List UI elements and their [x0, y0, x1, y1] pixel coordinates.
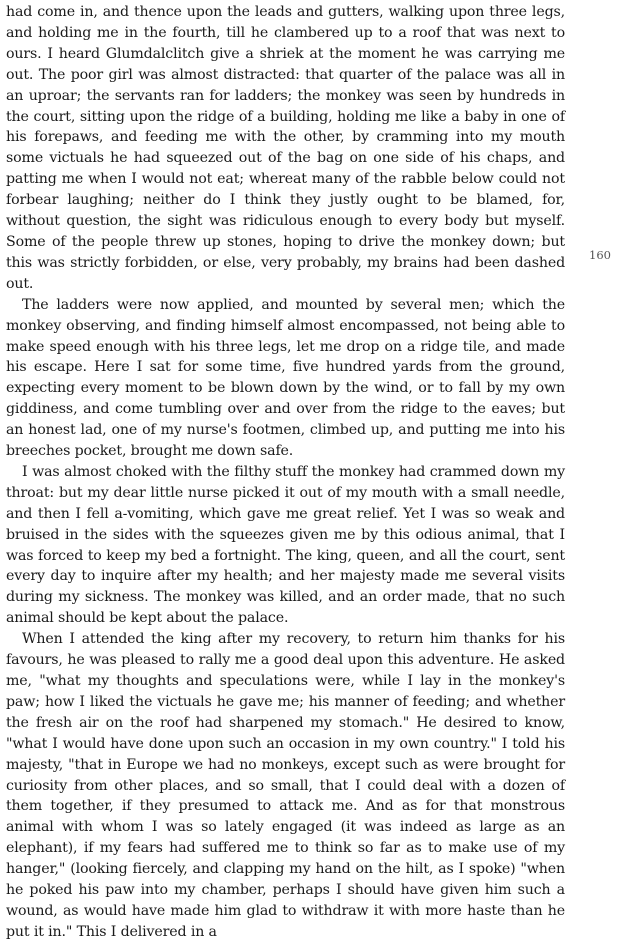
- paragraph-choked: I was almost choked with the filthy stuff the monkey had crammed down my throat: but my dear little nurse picked it out of my mouth with a small needle, and then I fell a-vomiting, which gave me great relief. Yet I was so weak and bruised in the sides with the squeezes given me by this odious animal, that I was forced to keep my bed a fortnight. The king, queen, and all the court, sent every day to inquire after my health; and her majesty made me several visits during my sickness. The monkey was killed, and an order made, that no such animal should be kept about the palace.: [6, 463, 565, 627]
- page-number: 160: [589, 248, 611, 262]
- paragraph-king-audience: When I attended the king after my recovery, to return him thanks for his favours, he was pleased to rally me a good deal upon this adventure. He asked me, "what my thoughts and speculations were, while I lay in the monkey's paw; how I liked the victuals he gave me; his manner of feeding; and whether the fresh air on the roof had sharpened my stomach." He desired to know, "what I would have done upon such an occasion in my own country." I told his majesty, "that in Europe we had no monkeys, except such as were brought for curiosity from other places, and so small, that I could deal with a dozen of them together, if they presumed to attack me. And as for that monstrous animal with whom I was so lately engaged (it was indeed as large as an elephant), if my fears had suffered me to think so far as to make use of my hanger," (looking fiercely, and clapping my hand on the hilt, as I spoke) "when he poked his paw into my chamber, perhaps I should have given him such a wound, as would have made him glad to withdraw it with more haste than he put it in." This I delivered in a: [6, 631, 565, 940]
- book-page-text: [6, 2, 565, 943]
- paragraph-continued: had come in, and thence upon the leads and gutters, walking upon three legs, and holding me in the fourth, till he clambered up to a roof that was next to ours. I heard Glumdalclitch give a shriek at the moment he was carrying me out. The poor girl was almost distracted: that quarter of the palace was all in an uproar; the servants ran for ladders; the monkey was seen by hundreds in the court, sitting upon the ridge of a building, holding me like a baby in one of his forepaws, and feeding me with the other, by cramming into my mouth some victuals he had squeezed out of the bag on one side of his chaps, and patting me when I would not eat; whereat many of the rabble below could not forbear laughing; neither do I think they justly ought to be blamed, for, without question, the sight was ridiculous enough to every body but myself. Some of the people threw up stones, hoping to drive the monkey down; but this was strictly forbidden, or else, very probably, my brains had been dashed out.: [6, 4, 565, 292]
- paragraph-ladders: The ladders were now applied, and mounted by several men; which the monkey observing, and finding himself almost encompassed, not being able to make speed enough with his three legs, let me drop on a ridge tile, and made his escape. Here I sat for some time, five hundred yards from the ground, expecting every moment to be blown down by the wind, or to fall by my own giddiness, and come tumbling over and over from the ridge to the eaves; but an honest lad, one of my nurse's footmen, climbed up, and putting me into his breeches pocket, brought me down safe.: [6, 296, 565, 460]
